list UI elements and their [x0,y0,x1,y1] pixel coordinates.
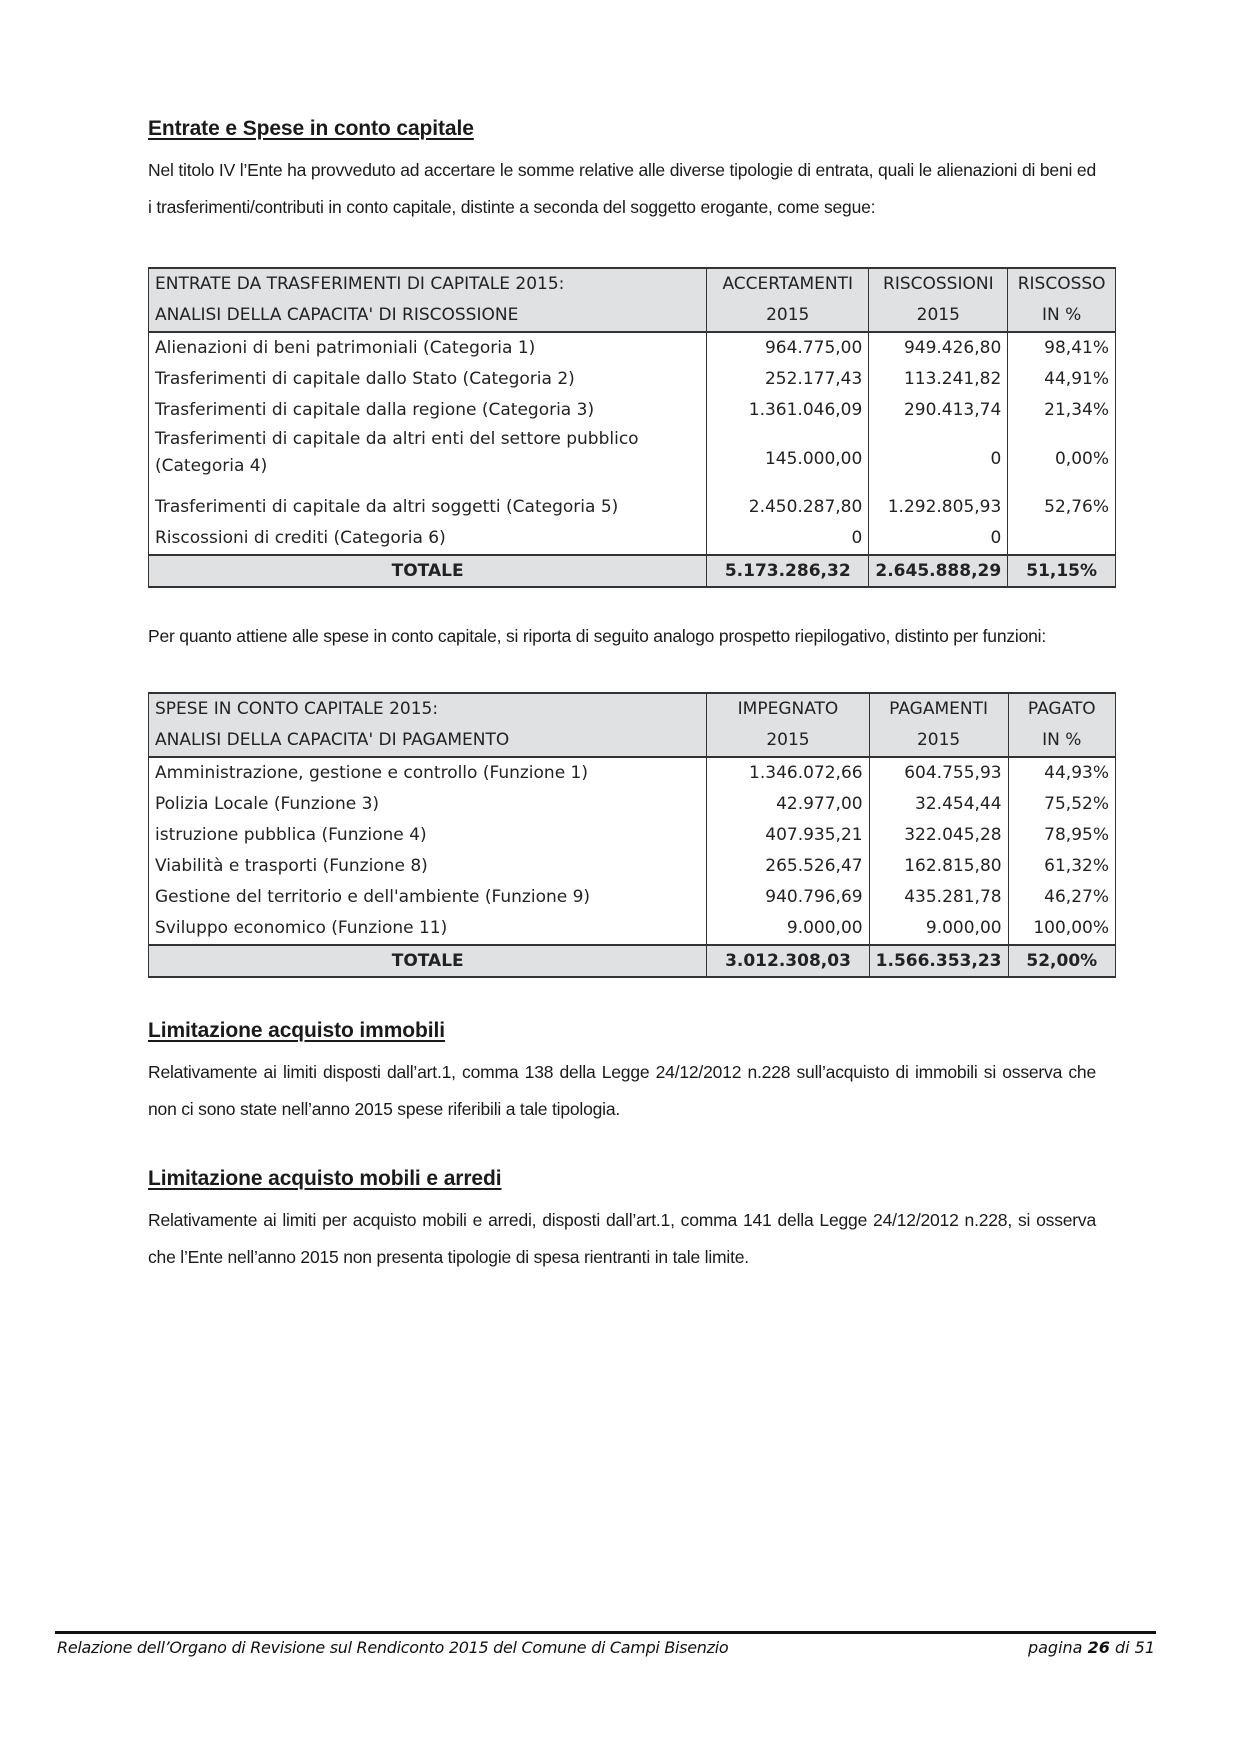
table-row [149,364,1116,395]
header-text: IMPEGNATO [737,699,839,719]
entrate-table [148,267,1116,588]
row-riscossioni: 290.413,74 [869,395,1008,426]
row-impegnato: 407.935,21 [707,820,869,851]
row-percent: 44,93% [1008,757,1115,789]
row-percent: 61,32% [1008,851,1115,882]
header-text: 2015 [766,305,810,325]
row-percent: 100,00% [1008,913,1115,945]
row-label: Amministrazione, gestione e controllo (Funzione 1) [149,757,707,789]
header-pagamenti [869,693,1008,757]
page-number [1028,1638,1155,1657]
header-pagato-percent [1008,693,1115,757]
header-text: IN % [1042,305,1082,325]
total-accertamenti: 5.173.286,32 [707,555,869,587]
row-impegnato: 1.346.072,66 [707,757,869,789]
header-text: 2015 [916,305,960,325]
header-label-cell [149,693,707,757]
row-impegnato: 42.977,00 [707,789,869,820]
immobili-paragraph: Relativamente ai limiti disposti dall’art.1, comma 138 della Legge 24/12/2012 n.228 sull’acquisto di immobili si osserva che non ci sono state nell’anno 2015 spese riferibili a tale tipologia. [148,1062,1096,1119]
table-row [149,820,1116,851]
header-label-line2: ANALISI DELLA CAPACITA' DI RISCOSSIONE [155,305,519,325]
row-accertamenti: 964.775,00 [707,332,869,364]
row-label: Trasferimenti di capitale dallo Stato (Categoria 2) [149,364,707,395]
header-text: PAGAMENTI [889,699,988,719]
table-row [149,332,1116,364]
footer-title: Relazione dell’Organo di Revisione sul Rendiconto 2015 del Comune di Campi Bisenzio [57,1638,729,1657]
row-percent: 98,41% [1008,332,1116,364]
header-text: 2015 [916,730,961,750]
row-accertamenti: 0 [707,523,869,555]
row-pagamenti: 435.281,78 [869,882,1008,913]
row-accertamenti: 145.000,00 [707,426,869,492]
row-percent: 44,91% [1008,364,1116,395]
row-label: Trasferimenti di capitale dalla regione (Categoria 3) [149,395,707,426]
header-accertamenti [707,268,869,332]
table-row [149,789,1116,820]
row-label: Riscossioni di crediti (Categoria 6) [149,523,707,555]
page-current: 26 [1087,1638,1110,1657]
row-pagamenti: 9.000,00 [869,913,1008,945]
table-row [149,851,1116,882]
row-pagamenti: 604.755,93 [869,757,1008,789]
row-riscossioni: 0 [869,523,1008,555]
header-riscossioni [869,268,1008,332]
spese-table [148,692,1116,978]
header-text: PAGATO [1027,699,1096,719]
spese-intro-paragraph: Per quanto attiene alle spese in conto capitale, si riporta di seguito analogo prospetto riepilogativo, distinto per funzioni: [148,626,1047,646]
footer-divider [55,1631,1156,1634]
table-row [149,913,1116,945]
row-accertamenti: 252.177,43 [707,364,869,395]
total-riscossioni: 2.645.888,29 [869,555,1008,587]
row-impegnato: 265.526,47 [707,851,869,882]
page-total: 51 [1134,1638,1155,1657]
header-label-cell [149,268,707,332]
row-riscossioni: 113.241,82 [869,364,1008,395]
row-pagamenti: 322.045,28 [869,820,1008,851]
row-pagamenti: 162.815,80 [869,851,1008,882]
header-text: RISCOSSIONI [883,274,994,294]
row-percent: 0,00% [1008,426,1116,492]
row-impegnato: 940.796,69 [707,882,869,913]
row-label: Gestione del territorio e dell'ambiente (Funzione 9) [149,882,707,913]
table-row [149,426,1116,492]
header-impegnato [707,693,869,757]
table-total-row [149,945,1116,977]
header-riscosso-percent [1008,268,1116,332]
header-text: IN % [1042,730,1082,750]
total-impegnato: 3.012.308,03 [707,945,869,977]
row-percent: 21,34% [1008,395,1116,426]
row-accertamenti: 1.361.046,09 [707,395,869,426]
row-percent: 52,76% [1008,492,1116,523]
header-text: 2015 [766,730,810,750]
row-percent [1008,523,1116,555]
row-riscossioni: 0 [869,426,1008,492]
row-label: istruzione pubblica (Funzione 4) [149,820,707,851]
row-impegnato: 9.000,00 [707,913,869,945]
section-heading-mobili: Limitazione acquisto mobili e arredi [148,1167,502,1190]
row-accertamenti: 2.450.287,80 [707,492,869,523]
table-row [149,395,1116,426]
row-label: Trasferimenti di capitale da altri soggetti (Categoria 5) [149,492,707,523]
row-label: Viabilità e trasporti (Funzione 8) [149,851,707,882]
total-percent: 52,00% [1008,945,1115,977]
section-heading-immobili: Limitazione acquisto immobili [148,1019,445,1042]
row-percent: 78,95% [1008,820,1115,851]
mobili-paragraph: Relativamente ai limiti per acquisto mobili e arredi, disposti dall’art.1, comma 141 della Legge 24/12/2012 n.228, si osserva che l’Ente nell’anno 2015 non presenta tipologie di spesa rientranti in tale limite. [148,1210,1096,1267]
row-percent: 75,52% [1008,789,1115,820]
table-row [149,757,1116,789]
section-heading-capital: Entrate e Spese in conto capitale [148,117,474,140]
table-row [149,492,1116,523]
row-percent: 46,27% [1008,882,1115,913]
total-label: TOTALE [149,555,707,587]
header-label-line1: ENTRATE DA TRASFERIMENTI DI CAPITALE 2015: [155,274,565,294]
table-header-row [149,693,1116,757]
row-label: Alienazioni di beni patrimoniali (Categoria 1) [149,332,707,364]
header-label-line1: SPESE IN CONTO CAPITALE 2015: [155,699,439,719]
total-label: TOTALE [149,945,707,977]
total-pagamenti: 1.566.353,23 [869,945,1008,977]
table-total-row [149,555,1116,587]
table-header-row [149,268,1116,332]
row-label: Polizia Locale (Funzione 3) [149,789,707,820]
page-prefix: pagina [1027,1638,1083,1657]
row-pagamenti: 32.454,44 [869,789,1008,820]
row-riscossioni: 949.426,80 [869,332,1008,364]
row-label: Sviluppo economico (Funzione 11) [149,913,707,945]
table-row [149,882,1116,913]
total-percent: 51,15% [1008,555,1116,587]
table-row [149,523,1116,555]
capital-intro-paragraph: Nel titolo IV l’Ente ha provveduto ad accertare le somme relative alle diverse tipologie di entrata, quali le alienazioni di beni ed i trasferimenti/contributi in conto capitale, distinte a seconda del soggetto erogante, come segue: [148,160,1096,217]
row-riscossioni: 1.292.805,93 [869,492,1008,523]
header-text: ACCERTAMENTI [722,274,854,294]
row-label: Trasferimenti di capitale da altri enti del settore pubblico (Categoria 4) [149,426,707,492]
page-separator: di [1114,1638,1130,1657]
header-label-line2: ANALISI DELLA CAPACITA' DI PAGAMENTO [155,730,510,750]
header-text: RISCOSSO [1017,274,1106,294]
